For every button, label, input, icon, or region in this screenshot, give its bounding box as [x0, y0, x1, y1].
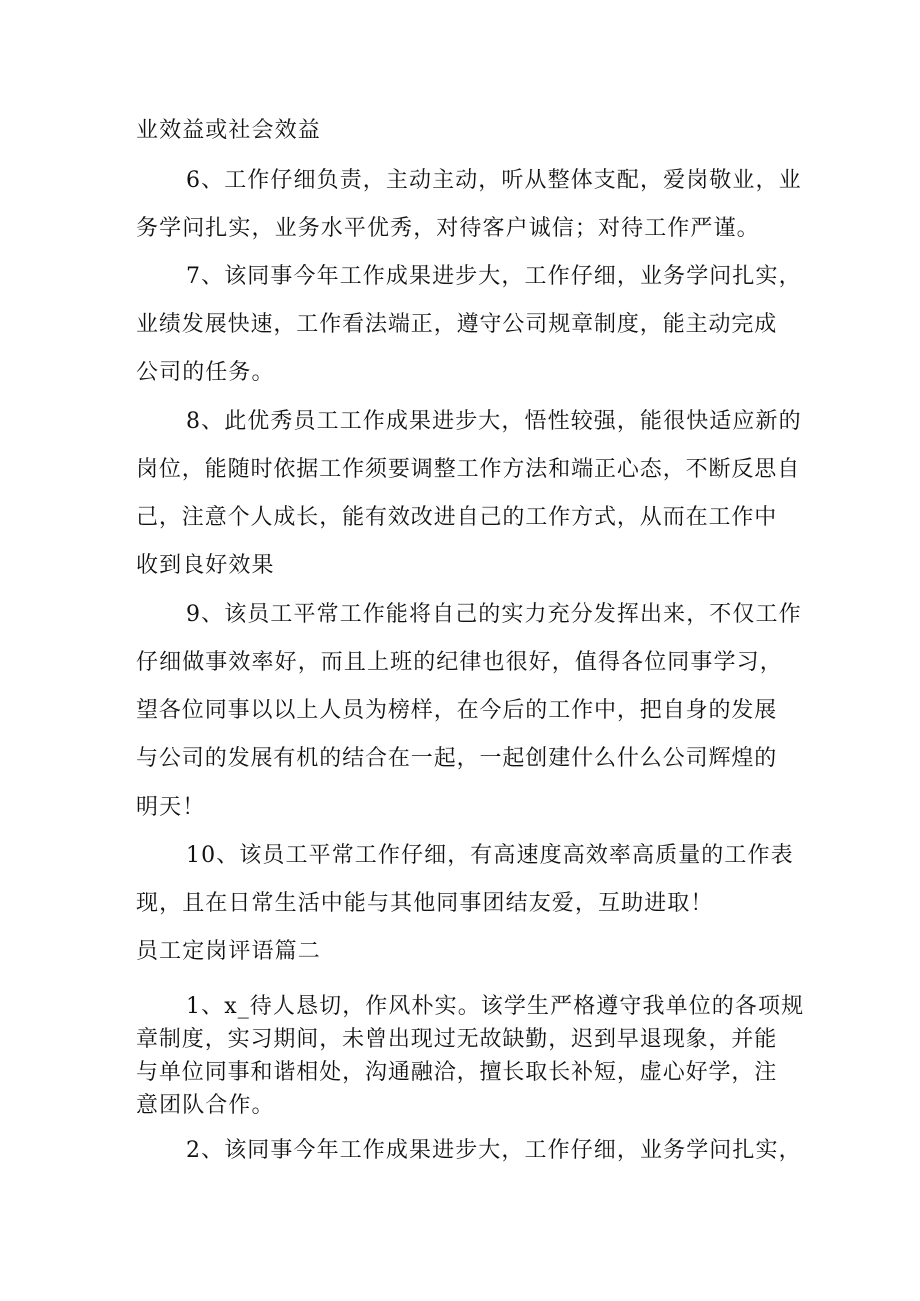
- text-line: 务学问扎实，业务水平优秀，对待客户诚信；对待工作严谨。: [136, 216, 760, 241]
- text-line: 章制度，实习期间，未曾出现过无故缺勤，迟到早退现象，并能: [136, 1027, 778, 1052]
- text-line: 8、此优秀员工工作成果进步大，悟性较强，能很快适应新的: [186, 409, 802, 434]
- text-line: 1、x_待人恳切，作风朴实。该学生严格遵守我单位的各项规: [186, 994, 805, 1019]
- text-line: 与单位同事和谐相处，沟通融洽，擅长取长补短，虚心好学，注: [136, 1060, 778, 1085]
- text-line: 与公司的发展有机的结合在一起，一起创建什么什么公司辉煌的: [136, 746, 778, 771]
- text-line: 岗位，能随时依据工作须要调整工作方法和端正心态，不断反思自: [136, 457, 801, 482]
- text-line: 公司的任务。: [136, 360, 275, 385]
- text-line: 2、该同事今年工作成果进步大，工作仔细，业务学问扎实，: [186, 1138, 802, 1163]
- text-line: 业效益或社会效益: [136, 118, 321, 143]
- text-line: 10、该员工平常工作仔细，有高速度高效率高质量的工作表: [186, 843, 794, 868]
- text-line: 己，注意个人成长，能有效改进自己的工作方式，从而在工作中: [136, 505, 778, 530]
- text-line: 9、该员工平常工作能将自己的实力充分发挥出来，不仅工作: [186, 602, 802, 627]
- text-line: 7、该同事今年工作成果进步大，工作仔细，业务学问扎实，: [186, 264, 802, 289]
- section-heading: 员工定岗评语篇二: [136, 939, 321, 964]
- text-line: 仔细做事效率好，而且上班的纪律也很好，值得各位同事学习，: [136, 650, 783, 675]
- text-line: 意团队合作。: [136, 1093, 275, 1118]
- text-line: 明天！: [136, 795, 206, 820]
- text-line: 收到良好效果: [136, 553, 275, 578]
- text-line: 望各位同事以以上人员为榜样，在今后的工作中，把自身的发展: [136, 698, 778, 723]
- text-line: 业绩发展快速，工作看法端正，遵守公司规章制度，能主动完成: [136, 312, 778, 337]
- text-line: 现，且在日常生活中能与其他同事团结友爱，互助进取！: [136, 891, 714, 916]
- text-line: 6、工作仔细负责，主动主动，听从整体支配，爱岗敬业，业: [186, 168, 802, 193]
